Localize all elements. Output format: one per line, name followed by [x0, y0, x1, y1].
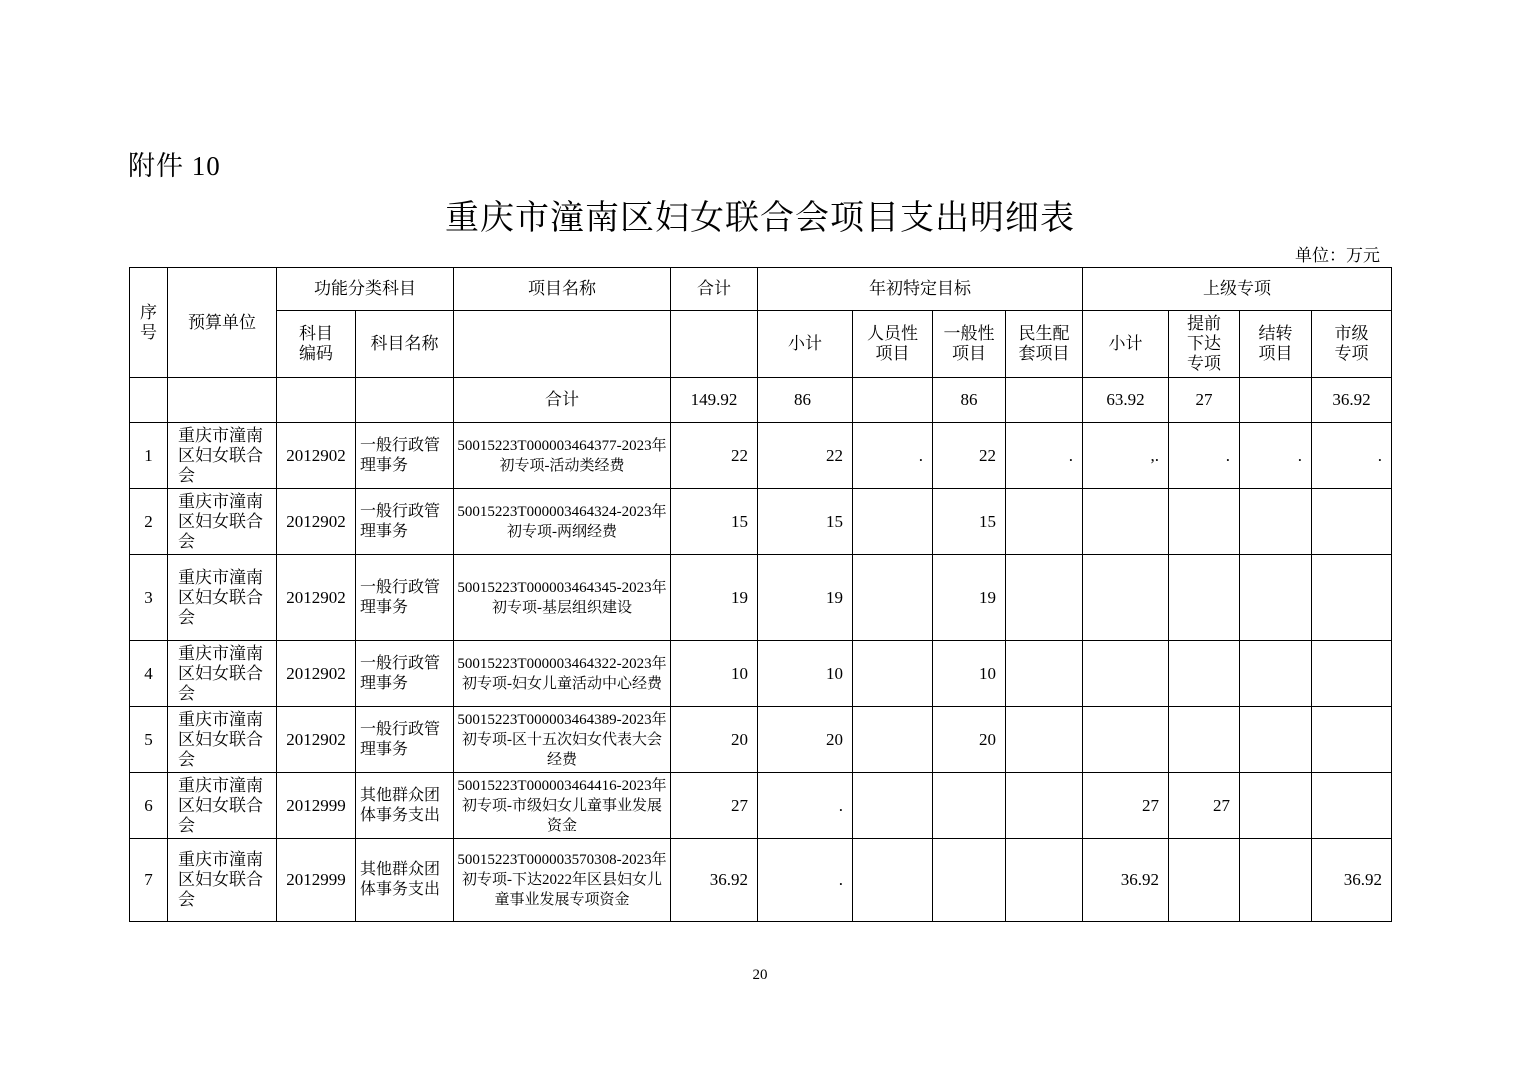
cell-personnel	[853, 839, 933, 922]
cell-total: 15	[671, 489, 758, 555]
cell-subject: 一般行政管理事务	[356, 555, 454, 641]
header-total-blank	[671, 311, 758, 378]
cell-livelihood: .	[1006, 423, 1083, 489]
cell-personnel	[853, 773, 933, 839]
cell-subject: 一般行政管理事务	[356, 423, 454, 489]
cell-livelihood	[1006, 707, 1083, 773]
table-row	[130, 707, 1392, 773]
cell-code: 2012902	[277, 489, 356, 555]
cell-total: 10	[671, 641, 758, 707]
summary-subject	[356, 378, 454, 423]
cell-advance	[1169, 839, 1240, 922]
cell-general: 20	[933, 707, 1006, 773]
header-subtotal-a: 小计	[758, 311, 853, 378]
cell-city: .	[1312, 423, 1392, 489]
header-personnel: 人员性项目	[853, 311, 933, 378]
cell-carryover	[1240, 707, 1312, 773]
cell-subtotal-a: 15	[758, 489, 853, 555]
cell-subtotal-b: ,.	[1083, 423, 1169, 489]
cell-subtotal-b	[1083, 555, 1169, 641]
cell-subject: 其他群众团体事务支出	[356, 773, 454, 839]
header-carryover: 结转项目	[1240, 311, 1312, 378]
cell-total: 27	[671, 773, 758, 839]
cell-city	[1312, 707, 1392, 773]
cell-unit: 重庆市潼南区妇女联合会	[168, 641, 277, 707]
cell-advance: 27	[1169, 773, 1240, 839]
cell-project: 50015223T000003464322-2023年初专项-妇女儿童活动中心经费	[454, 641, 671, 707]
cell-personnel	[853, 555, 933, 641]
cell-total: 36.92	[671, 839, 758, 922]
cell-subtotal-a: .	[758, 839, 853, 922]
table-row	[130, 423, 1392, 489]
cell-unit: 重庆市潼南区妇女联合会	[168, 707, 277, 773]
cell-seq: 4	[130, 641, 168, 707]
cell-unit: 重庆市潼南区妇女联合会	[168, 489, 277, 555]
cell-livelihood	[1006, 489, 1083, 555]
summary-label: 合计	[454, 378, 671, 423]
cell-subject: 其他群众团体事务支出	[356, 839, 454, 922]
cell-seq: 6	[130, 773, 168, 839]
summary-unit	[168, 378, 277, 423]
cell-project: 50015223T000003464377-2023年初专项-活动类经费	[454, 423, 671, 489]
header-annual-target: 年初特定目标	[758, 268, 1083, 311]
summary-advance: 27	[1169, 378, 1240, 423]
table-row	[130, 489, 1392, 555]
cell-subtotal-b	[1083, 707, 1169, 773]
cell-livelihood	[1006, 555, 1083, 641]
cell-subtotal-a: 20	[758, 707, 853, 773]
cell-subtotal-a: 22	[758, 423, 853, 489]
cell-subject: 一般行政管理事务	[356, 641, 454, 707]
cell-general: 19	[933, 555, 1006, 641]
cell-personnel	[853, 489, 933, 555]
cell-city: 36.92	[1312, 839, 1392, 922]
cell-general: 22	[933, 423, 1006, 489]
cell-code: 2012999	[277, 773, 356, 839]
cell-unit: 重庆市潼南区妇女联合会	[168, 423, 277, 489]
cell-general: 10	[933, 641, 1006, 707]
cell-project: 50015223T000003570308-2023年初专项-下达2022年区县妇女儿童事业发展专项资金	[454, 839, 671, 922]
cell-code: 2012902	[277, 641, 356, 707]
cell-city	[1312, 641, 1392, 707]
cell-code: 2012902	[277, 555, 356, 641]
summary-carryover	[1240, 378, 1312, 423]
header-row-2	[130, 311, 1392, 378]
cell-livelihood	[1006, 839, 1083, 922]
summary-row	[130, 378, 1392, 423]
summary-general: 86	[933, 378, 1006, 423]
cell-code: 2012999	[277, 839, 356, 922]
cell-advance	[1169, 641, 1240, 707]
header-superior: 上级专项	[1083, 268, 1392, 311]
cell-subtotal-b	[1083, 641, 1169, 707]
table-row	[130, 773, 1392, 839]
summary-total: 149.92	[671, 378, 758, 423]
cell-unit: 重庆市潼南区妇女联合会	[168, 773, 277, 839]
summary-subtotal-a: 86	[758, 378, 853, 423]
cell-subtotal-b: 27	[1083, 773, 1169, 839]
cell-seq: 3	[130, 555, 168, 641]
header-advance: 提前下达专项	[1169, 311, 1240, 378]
page-title: 重庆市潼南区妇女联合会项目支出明细表	[445, 198, 1075, 238]
cell-code: 2012902	[277, 707, 356, 773]
cell-advance: .	[1169, 423, 1240, 489]
header-livelihood: 民生配套项目	[1006, 311, 1083, 378]
page-number: 20	[752, 967, 768, 983]
unit-label: 单位：万元	[1295, 246, 1380, 265]
header-budget-unit: 预算单位	[168, 268, 277, 378]
header-total: 合计	[671, 268, 758, 311]
cell-seq: 7	[130, 839, 168, 922]
cell-code: 2012902	[277, 423, 356, 489]
cell-seq: 1	[130, 423, 168, 489]
cell-total: 22	[671, 423, 758, 489]
cell-unit: 重庆市潼南区妇女联合会	[168, 839, 277, 922]
cell-personnel	[853, 641, 933, 707]
cell-general	[933, 839, 1006, 922]
cell-general	[933, 773, 1006, 839]
table-row	[130, 641, 1392, 707]
cell-advance	[1169, 489, 1240, 555]
cell-seq: 5	[130, 707, 168, 773]
cell-subtotal-b	[1083, 489, 1169, 555]
header-subtotal-b: 小计	[1083, 311, 1169, 378]
cell-subtotal-a: 10	[758, 641, 853, 707]
cell-subtotal-a: .	[758, 773, 853, 839]
summary-code	[277, 378, 356, 423]
cell-general: 15	[933, 489, 1006, 555]
cell-carryover	[1240, 773, 1312, 839]
cell-city	[1312, 555, 1392, 641]
cell-personnel: .	[853, 423, 933, 489]
cell-project: 50015223T000003464389-2023年初专项-区十五次妇女代表大会经费	[454, 707, 671, 773]
summary-seq	[130, 378, 168, 423]
cell-personnel	[853, 707, 933, 773]
cell-carryover	[1240, 555, 1312, 641]
table-row	[130, 555, 1392, 641]
cell-advance	[1169, 555, 1240, 641]
header-seq: 序号	[130, 268, 168, 378]
cell-project: 50015223T000003464324-2023年初专项-两纲经费	[454, 489, 671, 555]
summary-personnel	[853, 378, 933, 423]
cell-subtotal-b: 36.92	[1083, 839, 1169, 922]
cell-carryover	[1240, 839, 1312, 922]
cell-advance	[1169, 707, 1240, 773]
annex-label: 附件 10	[128, 151, 221, 181]
cell-seq: 2	[130, 489, 168, 555]
cell-carryover	[1240, 489, 1312, 555]
header-row-1	[130, 268, 1392, 311]
cell-city	[1312, 773, 1392, 839]
cell-carryover	[1240, 641, 1312, 707]
cell-livelihood	[1006, 773, 1083, 839]
header-func-class: 功能分类科目	[277, 268, 454, 311]
header-subject-code: 科目编码	[277, 311, 356, 378]
header-project-name: 项目名称	[454, 268, 671, 311]
cell-total: 19	[671, 555, 758, 641]
cell-unit: 重庆市潼南区妇女联合会	[168, 555, 277, 641]
summary-subtotal-b: 63.92	[1083, 378, 1169, 423]
header-city: 市级专项	[1312, 311, 1392, 378]
data-rows	[130, 423, 1392, 922]
summary-livelihood	[1006, 378, 1083, 423]
expenditure-table	[129, 267, 1392, 922]
cell-project: 50015223T000003464416-2023年初专项-市级妇女儿童事业发展资金	[454, 773, 671, 839]
cell-subject: 一般行政管理事务	[356, 707, 454, 773]
cell-project: 50015223T000003464345-2023年初专项-基层组织建设	[454, 555, 671, 641]
cell-total: 20	[671, 707, 758, 773]
table-row	[130, 839, 1392, 922]
cell-city	[1312, 489, 1392, 555]
header-general: 一般性项目	[933, 311, 1006, 378]
summary-city: 36.92	[1312, 378, 1392, 423]
cell-subject: 一般行政管理事务	[356, 489, 454, 555]
header-subject-name: 科目名称	[356, 311, 454, 378]
cell-carryover: .	[1240, 423, 1312, 489]
cell-subtotal-a: 19	[758, 555, 853, 641]
cell-livelihood	[1006, 641, 1083, 707]
header-project-blank	[454, 311, 671, 378]
